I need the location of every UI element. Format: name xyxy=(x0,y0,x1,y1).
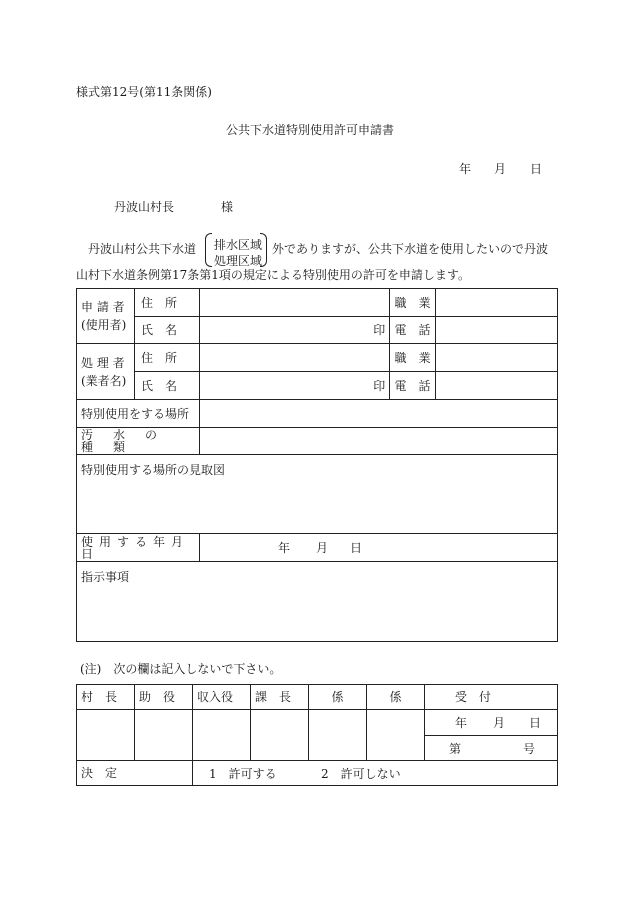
office-use-table xyxy=(76,684,558,786)
sewage-type-row xyxy=(77,428,558,455)
reception-day: 日 xyxy=(529,716,542,730)
place-field[interactable] xyxy=(200,400,558,428)
stamp-mayor[interactable] xyxy=(77,710,135,761)
use-date-field[interactable] xyxy=(200,534,558,562)
bracket-option-treatment: 処理区域 xyxy=(214,254,263,268)
reception-year: 年 xyxy=(455,716,468,730)
addressee-name: 丹波山村長 xyxy=(114,200,175,214)
processor-phone-label: 電 話 xyxy=(390,372,436,400)
office-stamp-row-1 xyxy=(77,710,558,736)
use-date-label: 使用する年月日 xyxy=(77,534,200,562)
stamp-deputy[interactable] xyxy=(135,710,193,761)
header-mayor-text: 村 長 xyxy=(81,690,118,704)
processor-seal: 印 xyxy=(370,372,390,400)
bracket-option-drainage: 排水区域 xyxy=(214,238,263,252)
applicant-phone-label: 電 話 xyxy=(390,317,436,344)
decision-option-deny[interactable]: 2 許可しない xyxy=(321,767,401,781)
intro-prefix: 丹波山村公共下水道 xyxy=(88,242,197,256)
applicant-label xyxy=(77,289,135,344)
map-row xyxy=(77,455,558,534)
map-label: 特別使用する場所の見取図 xyxy=(81,463,226,477)
office-header-row xyxy=(77,685,558,710)
applicant-occupation-field[interactable] xyxy=(436,289,558,317)
applicant-name-field[interactable] xyxy=(200,317,370,344)
applicant-seal: 印 xyxy=(370,317,390,344)
applicant-address-row xyxy=(77,289,558,317)
processor-label-line2: (業者名) xyxy=(81,373,127,388)
header-treasurer xyxy=(193,685,251,710)
stamp-staff-2[interactable] xyxy=(367,710,425,761)
reception-number-prefix: 第 xyxy=(449,742,462,756)
decision-options xyxy=(193,761,558,786)
bracket-right xyxy=(260,233,267,267)
addressee-honorific: 様 xyxy=(221,200,234,214)
applicant-occupation-label: 職 業 xyxy=(390,289,436,317)
processor-label-line1: 処 理 者 xyxy=(81,355,125,370)
applicant-label-line1: 申 請 者 xyxy=(81,300,125,314)
document-title: 公共下水道特別使用許可申請書 xyxy=(226,123,395,137)
decision-label: 決 定 xyxy=(81,766,118,780)
sewage-type-field[interactable] xyxy=(200,428,558,455)
decision-label-cell xyxy=(77,761,193,786)
processor-name-label: 氏 名 xyxy=(135,372,200,400)
applicant-label-line2: (使用者) xyxy=(81,318,127,332)
processor-address-field[interactable] xyxy=(200,344,390,372)
place-row xyxy=(77,400,558,428)
area-bracket xyxy=(205,233,267,267)
reception-month: 月 xyxy=(493,716,506,730)
instructions-row xyxy=(77,562,558,642)
header-reception-text: 受 付 xyxy=(455,690,492,704)
header-treasurer-text: 収入役 xyxy=(197,690,234,704)
date-month-label: 月 xyxy=(494,162,507,176)
reception-number[interactable] xyxy=(425,736,558,761)
stamp-treasurer[interactable] xyxy=(193,710,251,761)
reception-date[interactable] xyxy=(425,710,558,736)
reception-number-suffix: 号 xyxy=(523,742,536,756)
bracket-left xyxy=(205,233,212,267)
stamp-staff-1[interactable] xyxy=(309,710,367,761)
sewage-type-label: 汚水の種類 xyxy=(77,428,200,455)
instructions-label: 指示事項 xyxy=(81,570,130,584)
use-date-year: 年 xyxy=(278,541,291,555)
use-date-row xyxy=(77,534,558,562)
decision-option-approve[interactable]: 1 許可する xyxy=(209,767,277,781)
header-mayor xyxy=(77,685,135,710)
date-day-label: 日 xyxy=(530,162,543,176)
place-label: 特別使用をする場所 xyxy=(77,400,200,428)
processor-occupation-field[interactable] xyxy=(436,344,558,372)
intro-suffix: 外でありますが、公共下水道を使用したいので丹波 xyxy=(272,242,549,256)
intro-line2: 山村下水道条例第17条第1項の規定による特別使用の許可を申請します。 xyxy=(76,268,470,282)
header-reception xyxy=(425,685,558,710)
processor-label xyxy=(77,344,135,400)
header-staff-2: 係 xyxy=(367,685,425,710)
processor-phone-field[interactable] xyxy=(436,372,558,400)
use-date-day: 日 xyxy=(350,541,363,555)
header-deputy-text: 助 役 xyxy=(139,690,176,704)
application-table xyxy=(76,288,558,642)
applicant-phone-field[interactable] xyxy=(436,317,558,344)
header-staff-1: 係 xyxy=(309,685,367,710)
date-year-label: 年 xyxy=(459,162,472,176)
header-deputy xyxy=(135,685,193,710)
applicant-address-field[interactable] xyxy=(200,289,390,317)
header-section-chief xyxy=(251,685,309,710)
header-section-chief-text: 課 長 xyxy=(255,690,292,704)
processor-address-label: 住 所 xyxy=(135,344,200,372)
form-number: 様式第12号(第11条関係) xyxy=(76,85,212,99)
processor-occupation-label: 職 業 xyxy=(390,344,436,372)
instructions-area[interactable] xyxy=(77,562,558,642)
applicant-name-row xyxy=(77,317,558,344)
processor-name-row xyxy=(77,372,558,400)
processor-name-field[interactable] xyxy=(200,372,370,400)
stamp-section-chief[interactable] xyxy=(251,710,309,761)
processor-address-row xyxy=(77,344,558,372)
map-area[interactable] xyxy=(77,455,558,534)
use-date-month: 月 xyxy=(316,541,329,555)
decision-row xyxy=(77,761,558,786)
note: (注) 次の欄は記入しないで下さい。 xyxy=(80,662,282,676)
applicant-address-label: 住 所 xyxy=(135,289,200,317)
applicant-name-label: 氏 名 xyxy=(135,317,200,344)
